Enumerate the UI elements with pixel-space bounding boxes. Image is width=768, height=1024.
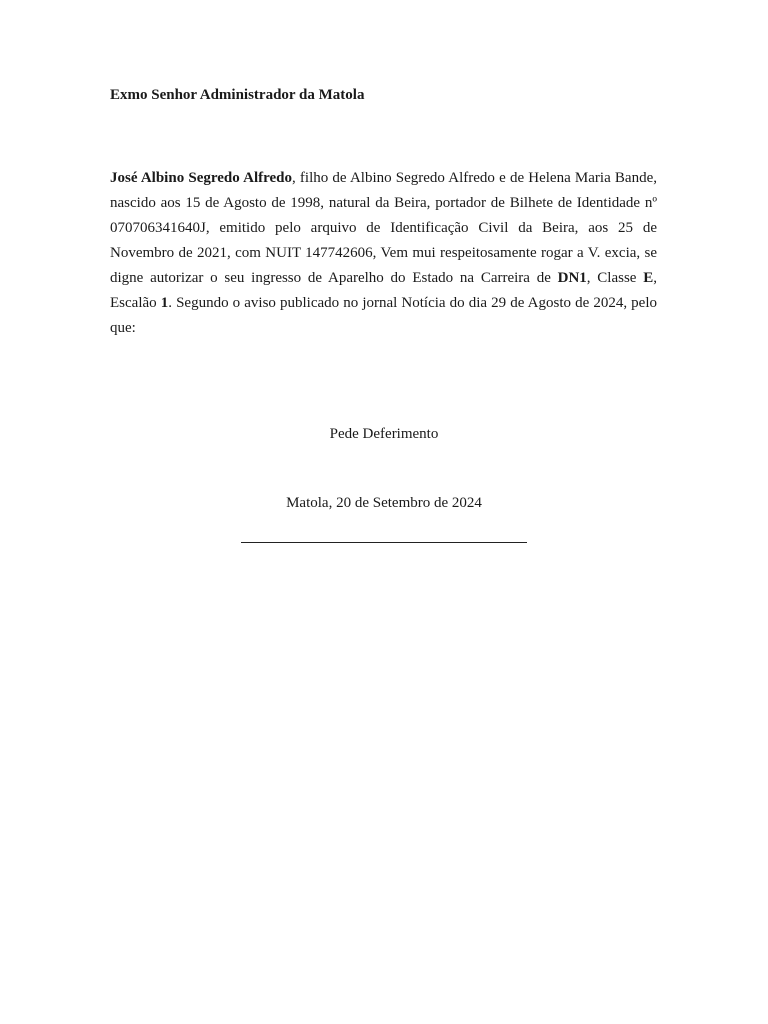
level-value: 1 bbox=[160, 295, 169, 311]
signature-line bbox=[241, 542, 527, 543]
paragraph-text-2: , Classe bbox=[586, 270, 644, 286]
paragraph-text-4: . Segundo o aviso publicado no jornal Notícia do dia 29 de Agosto de 2024, pelo que: bbox=[110, 295, 657, 336]
paragraph-text-3: , Escalão bbox=[110, 270, 657, 311]
request-paragraph bbox=[110, 166, 657, 341]
applicant-name: José Albino Segredo Alfredo bbox=[110, 170, 292, 186]
salutation: Exmo Senhor Administrador da Matola bbox=[110, 87, 365, 103]
class-value: E bbox=[643, 270, 654, 286]
closing-text: Pede Deferimento bbox=[329, 426, 439, 442]
place-date: Matola, 20 de Setembro de 2024 bbox=[286, 495, 482, 511]
career-value: DN1 bbox=[557, 270, 587, 286]
paragraph-text-1: , filho de Albino Segredo Alfredo e de Helena Maria Bande, nascido aos 15 de Agosto de 1998, natural da Beira, portador de Bilhete de Identidade nº 070706341640J, emitido pelo arquivo de Identificação Civil da Beira, aos 25 de Novembro de 2021, com NUIT 147742606, Vem mui respeitosamente rogar a V. excia, se digne autorizar o seu ingresso de Aparelho do Estado na Carreira de bbox=[110, 170, 657, 286]
